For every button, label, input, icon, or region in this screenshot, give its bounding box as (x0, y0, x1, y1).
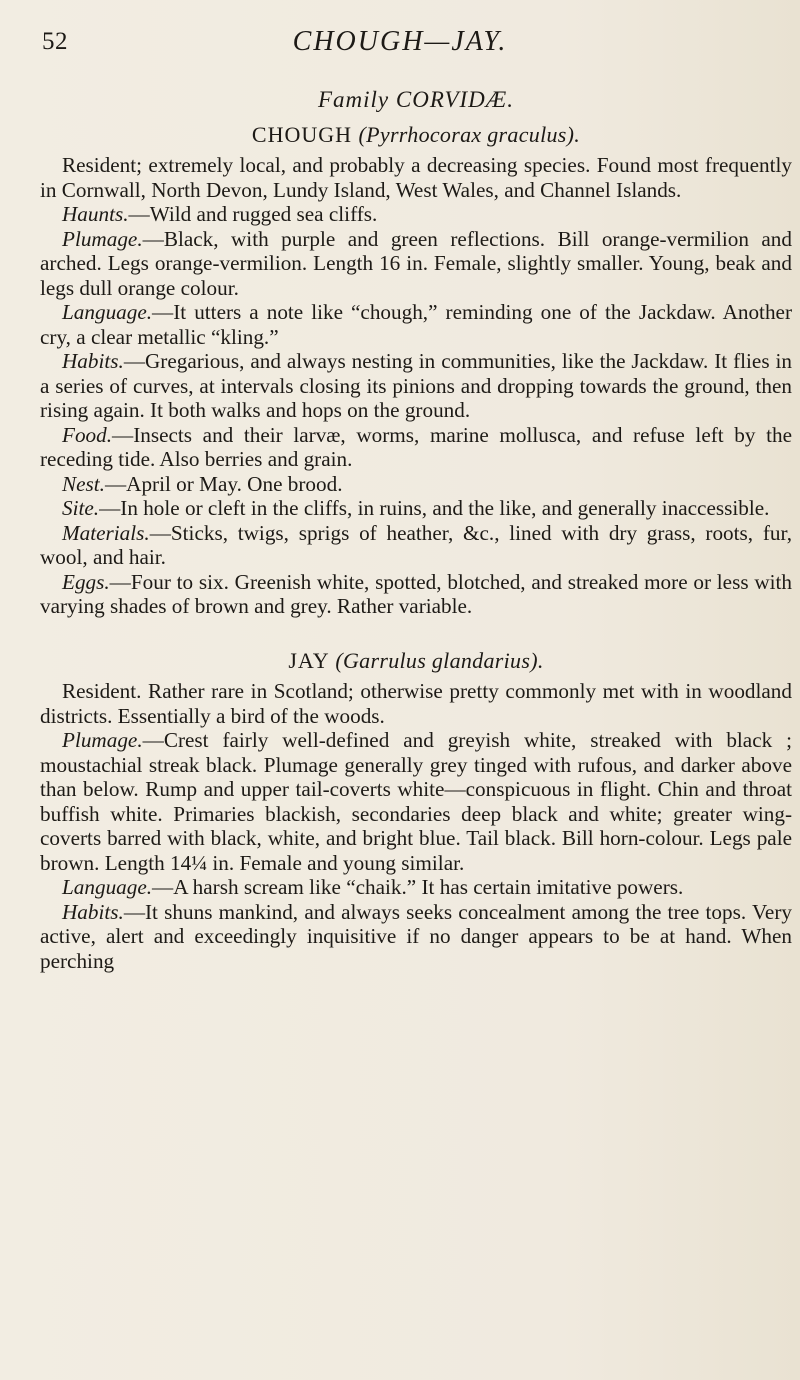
text-paragraph (40, 875, 792, 900)
paragraph-label: Plumage. (62, 728, 143, 752)
paragraph-text: Resident; extremely local, and probably a decreasing species. Found most frequently in Cornwall, North Devon, Lundy Island, West Wales, and Channel Islands. (40, 153, 792, 202)
paragraph-text: —Sticks, twigs, sprigs of heather, &c., lined with dry grass, roots, fur, wool, and hair. (40, 520, 792, 569)
paragraph-text: —Crest fairly well-defined and greyish white, streaked with black ; moustachial streak black. Plumage generally grey tinged with rufous, and darker above than below. Rump and upper tail-coverts white—conspicuous in flight. Chin and throat buffish white. Primaries blackish, secondaries deep black and white; greater wing-coverts barred with black, white, and bright blue. Tail black. Bill horn-colour. Legs pale brown. Length 14¼ in. Female and young similar. (40, 728, 792, 875)
chough-name: CHOUGH (251, 121, 353, 147)
text-paragraph (40, 202, 792, 227)
jay-heading (40, 649, 792, 674)
text-paragraph (40, 900, 792, 974)
page-number: 52 (42, 28, 68, 55)
chough-heading (40, 123, 792, 148)
jay-latin-name: (Garrulus glandarius). (335, 647, 544, 673)
text-paragraph (40, 153, 792, 202)
paragraph-text: —Gregarious, and always nesting in communities, like the Jackdaw. It flies in a series of curves, at intervals closing its pinions and dropping towards the ground, then rising again. It both walks and hops on the ground. (40, 349, 792, 422)
chough-section (40, 153, 792, 619)
chough-latin-name: (Pyrrhocorax graculus). (358, 121, 581, 147)
text-paragraph (40, 570, 792, 619)
family-heading: Family CORVIDÆ. (317, 87, 514, 112)
running-head: CHOUGH—JAY. (292, 26, 508, 57)
paragraph-text: —A harsh scream like “chaik.” It has certain imitative powers. (152, 875, 684, 899)
jay-section (40, 679, 792, 973)
text-paragraph (40, 472, 792, 497)
text-paragraph (40, 496, 792, 521)
paragraph-text: —Wild and rugged sea cliffs. (128, 202, 378, 226)
paragraph-text: —It utters a note like “chough,” reminding one of the Jackdaw. Another cry, a clear metallic “kling.” (40, 300, 792, 349)
text-paragraph (40, 349, 792, 423)
paragraph-label: Habits. (62, 899, 124, 924)
text-paragraph (40, 679, 792, 728)
text-paragraph (40, 728, 792, 875)
paragraph-text: —It shuns mankind, and always seeks concealment among the tree tops. Very active, alert and exceedingly inquisitive if no danger appears to be at hand. When perching (40, 899, 792, 973)
paragraph-label: Haunts. (62, 202, 129, 226)
paragraph-text: —In hole or cleft in the cliffs, in ruins, and the like, and generally inaccessible. (99, 496, 770, 520)
paragraph-label: Site. (62, 496, 100, 520)
text-paragraph (40, 423, 792, 472)
text-paragraph (40, 300, 792, 349)
paragraph-label: Habits. (62, 349, 124, 373)
paragraph-text: —April or May. One brood. (104, 471, 343, 496)
page-body (40, 88, 792, 973)
jay-name: JAY (288, 647, 329, 673)
text-paragraph (40, 227, 792, 301)
paragraph-label: Plumage. (62, 226, 143, 251)
paragraph-label: Language. (62, 300, 153, 324)
paragraph-label: Eggs. (62, 569, 110, 594)
page-header (0, 22, 800, 62)
paragraph-text: —Insects and their larvæ, worms, marine mollusca, and refuse left by the receding tide. Also berries and grain. (40, 422, 792, 471)
paragraph-label: Food. (62, 422, 113, 447)
paragraph-label: Nest. (62, 471, 105, 496)
paragraph-label: Language. (62, 875, 153, 899)
text-paragraph (40, 521, 792, 570)
paragraph-label: Materials. (62, 520, 150, 545)
paragraph-text: Resident. Rather rare in Scotland; otherwise pretty commonly met with in woodland districts. Essentially a bird of the woods. (40, 679, 792, 728)
paragraph-text: —Four to six. Greenish white, spotted, blotched, and streaked more or less with varying shades of brown and grey. Rather variable. (40, 569, 792, 618)
paragraph-text: —Black, with purple and green reflections. Bill orange-vermilion and arched. Legs orange-vermilion. Length 16 in. Female, slightly smaller. Young, beak and legs dull orange colour. (40, 226, 792, 300)
